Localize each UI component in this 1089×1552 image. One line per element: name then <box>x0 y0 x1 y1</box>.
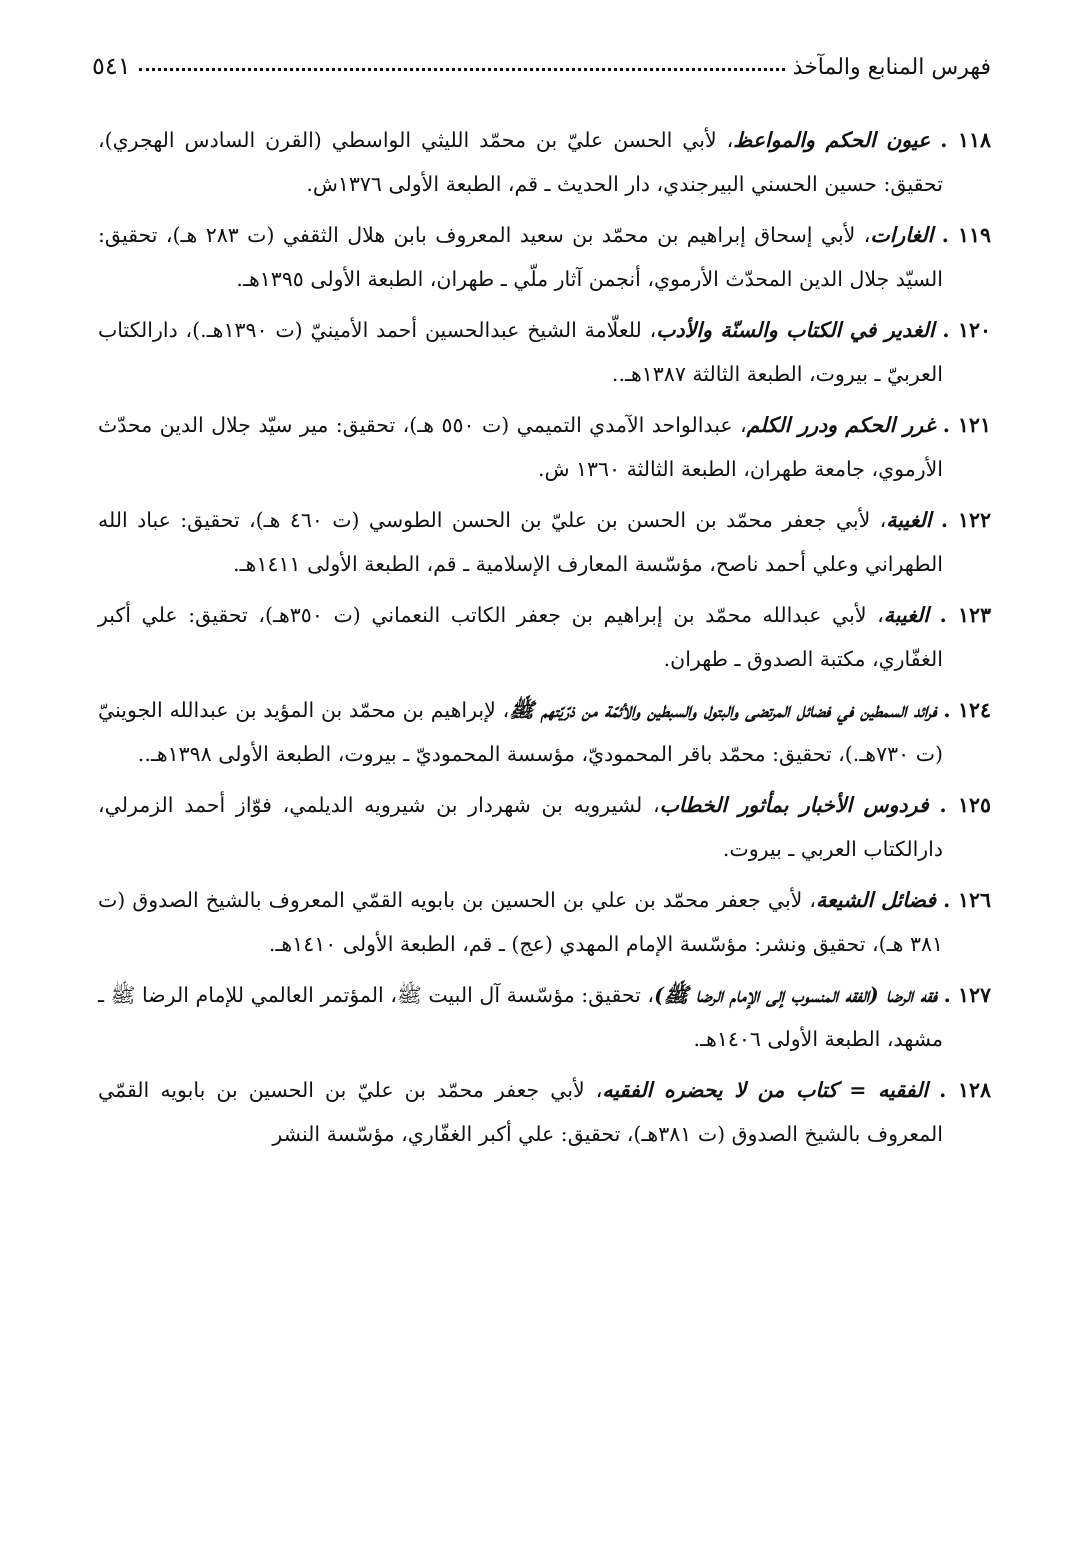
entry-title: الغيبة <box>886 508 932 532</box>
bibliography-entry <box>98 878 991 966</box>
bibliography-entry <box>98 1068 991 1156</box>
entry-number: ١٢١ . <box>942 413 991 437</box>
entry-number: ١٢٠ . <box>942 318 992 342</box>
entry-title: فرائد السمطين في فضائل المرتضى والبتول والسبطين والأئمّة من ذرّيّتهم ﷺ <box>509 698 937 722</box>
bibliography-list <box>98 118 991 1163</box>
entry-title: فردوس الأخبار بمأثور الخطاب <box>659 793 929 817</box>
running-header <box>92 44 991 80</box>
dot-leader <box>139 68 785 71</box>
page-number: ٥٤١ <box>92 52 131 80</box>
entry-number: ١٢٣ . <box>939 603 991 627</box>
entry-details: ، لأبي إسحاق إبراهيم بن محمّد بن سعيد المعروف بابن هلال الثقفي (ت ٢٨٣ هـ)، تحقيق: السيّد جلال الدين المحدّث الأرموي، أنجمن آثار ملّي ـ طهران، الطبعة الأولى ١٣٩٥هـ. <box>98 223 943 291</box>
entry-title: الفقيه = كتاب من لا يحضره الفقيه <box>602 1078 929 1102</box>
bibliography-entry <box>98 498 991 586</box>
bibliography-entry <box>98 403 991 491</box>
entry-title: الغدير في الكتاب والسنّة والأدب <box>656 318 935 342</box>
entry-details: ، لأبي جعفر محمّد بن الحسن بن عليّ بن الحسن الطوسي (ت ٤٦٠ هـ)، تحقيق: عباد الله الطهراني وعلي أحمد ناصح، مؤسّسة المعارف الإسلامية ـ قم، الطبعة الأولى ١٤١١هـ. <box>98 508 943 576</box>
entry-title: فضائل الشيعة <box>816 888 937 912</box>
entry-details: ، لأبي عبدالله محمّد بن إبراهيم بن جعفر الكاتب النعماني (ت ٣٥٠هـ)، تحقيق: علي أكبر الغفّاري، مكتبة الصدوق ـ طهران. <box>98 603 943 671</box>
entry-number: ١٢٤ . <box>943 698 991 722</box>
bibliography-entry <box>98 118 991 206</box>
entry-title: فقه الرضا (الفقه المنسوب إلى الإمام الرضا ﷺ) <box>654 983 937 1007</box>
bibliography-entry <box>98 308 991 396</box>
entry-details: ، لشيرويه بن شهردار بن شيرويه الديلمي، فوّاز أحمد الزمرلي، دارالكتاب العربي ـ بيروت. <box>98 793 943 861</box>
entry-number: ١٢٧ . <box>943 983 991 1007</box>
entry-title: الغيبة <box>883 603 929 627</box>
entry-details: ، لأبي جعفر محمّد بن عليّ بن الحسين بن بابويه القمّي المعروف بالشيخ الصدوق (ت ٣٨١هـ)، تحقيق: علي أكبر الغفّاري، مؤسّسة النشر <box>98 1078 943 1146</box>
entry-number: ١٢٦ . <box>943 888 991 912</box>
entry-details: ، تحقيق: مؤسّسة آل البيت ﷺ، المؤتمر العالمي للإمام الرضا ﷺ ـ مشهد، الطبعة الأولى ١٤٠٦هـ. <box>98 983 943 1051</box>
entry-number: ١١٨ . <box>940 128 991 152</box>
bibliography-entry <box>98 593 991 681</box>
entry-details: ، لإبراهيم بن محمّد بن المؤيد بن عبدالله الجوينيّ (ت ٧٣٠هـ.)، تحقيق: محمّد باقر المحموديّ، مؤسسة المحموديّ ـ بيروت، الطبعة الأولى ١٣٩٨هـ.. <box>98 698 943 766</box>
bibliography-entry <box>98 783 991 871</box>
entry-title: غرر الحكم ودرر الكلم <box>746 413 936 437</box>
bibliography-entry <box>98 688 991 776</box>
entry-title: عيون الحكم والمواعظ <box>733 128 931 152</box>
entry-number: ١١٩ . <box>941 223 991 247</box>
entry-details: ، لأبي الحسن عليّ بن محمّد الليثي الواسطي (القرن السادس الهجري)، تحقيق: حسين الحسني البيرجندي، دار الحديث ـ قم، الطبعة الأولى ١٣٧٦ش. <box>98 128 943 196</box>
bibliography-entry <box>98 973 991 1061</box>
entry-number: ١٢٢ . <box>940 508 991 532</box>
entry-details: ، لأبي جعفر محمّد بن علي بن الحسين بن بابويه القمّي المعروف بالشيخ الصدوق (ت ٣٨١ هـ)، تحقيق ونشر: مؤسّسة الإمام المهدي (عج) ـ قم، الطبعة الأولى ١٤١٠هـ. <box>98 888 943 956</box>
running-header-title: فهرس المنابع والمآخذ <box>792 55 991 80</box>
bibliography-entry <box>98 213 991 301</box>
entry-number: ١٢٥ . <box>939 793 991 817</box>
entry-details: ، للعلّامة الشيخ عبدالحسين أحمد الأمينيّ (ت ١٣٩٠هـ.)، دارالكتاب العربيّ ـ بيروت، الطبعة الثالثة ١٣٨٧هـ.. <box>98 318 943 386</box>
entry-number: ١٢٨ . <box>939 1078 991 1102</box>
entry-title: الغارات <box>870 223 934 247</box>
entry-details: ، عبدالواحد الآمدي التميمي (ت ٥٥٠ هـ)، تحقيق: مير سيّد جلال الدين محدّث الأرموي، جامعة طهران، الطبعة الثالثة ١٣٦٠ ش. <box>98 413 943 481</box>
